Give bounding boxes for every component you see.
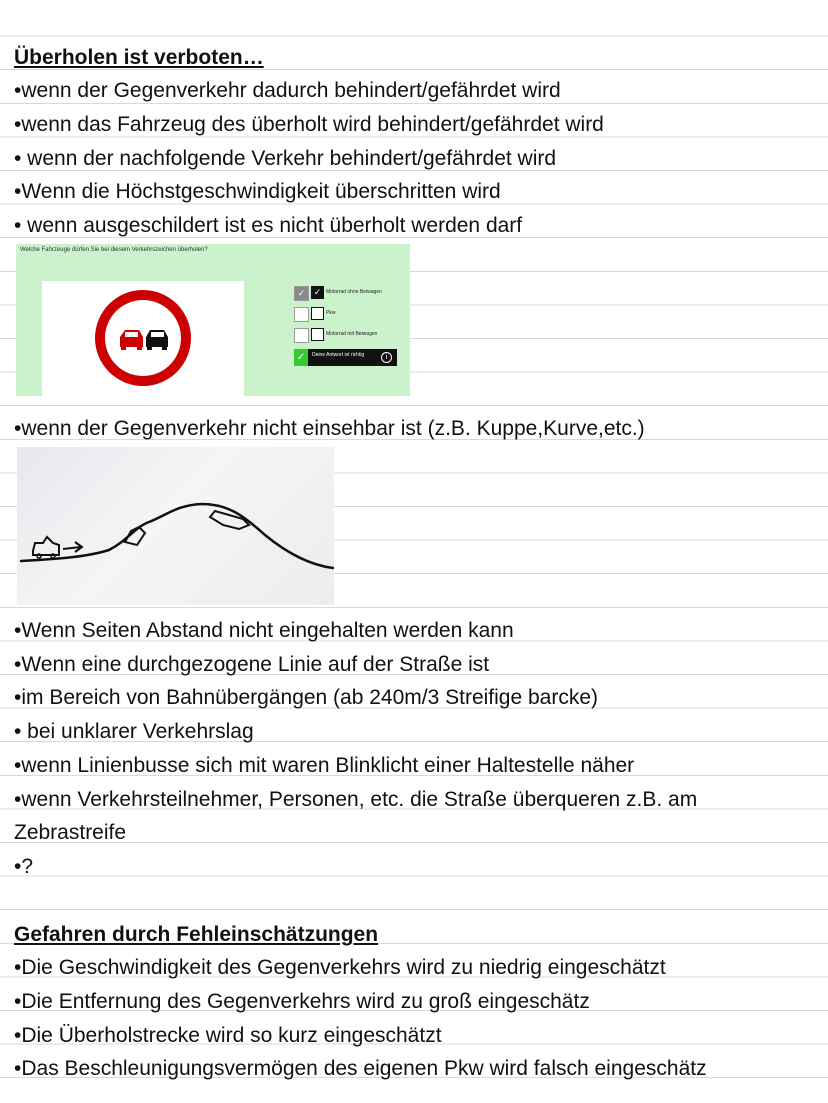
section-heading-misjudgement-dangers: Gefahren durch Fehleinschätzungen <box>14 923 379 946</box>
checkbox-checked[interactable]: ✓ <box>311 286 324 299</box>
list-item: • wenn der nachfolgende Verkehr behindert/gefährdet wird <box>14 147 557 170</box>
list-item: •Die Geschwindigkeit des Gegenverkehrs wird zu niedrig eingeschätzt <box>14 956 666 979</box>
list-item-continuation: Zebrastreife <box>14 821 127 844</box>
sign-panel <box>42 281 244 396</box>
list-item: • bei unklarer Verkehrslag <box>14 720 254 743</box>
no-overtaking-sign-icon <box>42 281 244 396</box>
list-item: •Wenn die Höchstgeschwindigkeit überschritten wird <box>14 180 501 203</box>
list-item: •wenn Verkehrsteilnehmer, Personen, etc. die Straße überqueren z.B. am <box>14 788 698 811</box>
quiz-screenshot <box>16 244 410 396</box>
option-label: Motorrad ohne Beiwagen <box>326 289 382 295</box>
list-item: •im Bereich von Bahnübergängen (ab 240m/3 Streifige barcke) <box>14 686 599 709</box>
quiz-result-banner <box>294 349 397 366</box>
hill-sketch-photo <box>17 447 334 605</box>
quiz-question: Welche Fahrzeuge dürfen Sie bei diesem Verkehrszeichen überholen? <box>20 247 208 253</box>
list-item: •wenn das Fahrzeug des überholt wird behindert/gefährdet wird <box>14 113 604 136</box>
list-item: •Das Beschleunigungsvermögen des eigenen Pkw wird falsch eingeschätz <box>14 1057 707 1080</box>
checkbox-unchecked[interactable] <box>311 328 324 341</box>
list-item: • wenn ausgeschildert ist es nicht überholt werden darf <box>14 214 523 237</box>
section-heading-overtaking-forbidden: Überholen ist verboten… <box>14 46 264 69</box>
info-icon[interactable]: i <box>381 352 392 363</box>
option-label: Motorrad mit Beiwagen <box>326 331 378 337</box>
empty-box <box>294 307 309 322</box>
list-item: •Die Überholstrecke wird so kurz eingeschätzt <box>14 1024 442 1047</box>
list-item: •wenn der Gegenverkehr nicht einsehbar ist (z.B. Kuppe,Kurve,etc.) <box>14 417 645 440</box>
checkbox-unchecked[interactable] <box>311 307 324 320</box>
result-text: Deine Antwort ist richtig <box>312 352 365 358</box>
list-item: •Wenn Seiten Abstand nicht eingehalten werden kann <box>14 619 514 642</box>
list-item: •wenn der Gegenverkehr dadurch behindert/gefährdet wird <box>14 79 561 102</box>
check-icon: ✓ <box>294 349 308 366</box>
list-item: •Wenn eine durchgezogene Linie auf der Straße ist <box>14 653 490 676</box>
list-item: •Die Entfernung des Gegenverkehrs wird zu groß eingeschätz <box>14 990 590 1013</box>
empty-box <box>294 328 309 343</box>
list-item: •wenn Linienbusse sich mit waren Blinklicht einer Haltestelle näher <box>14 754 635 777</box>
list-item: •? <box>14 855 34 878</box>
hill-sketch-drawing <box>17 447 334 605</box>
check-icon: ✓ <box>294 286 309 301</box>
option-label: Pkw <box>326 310 336 316</box>
